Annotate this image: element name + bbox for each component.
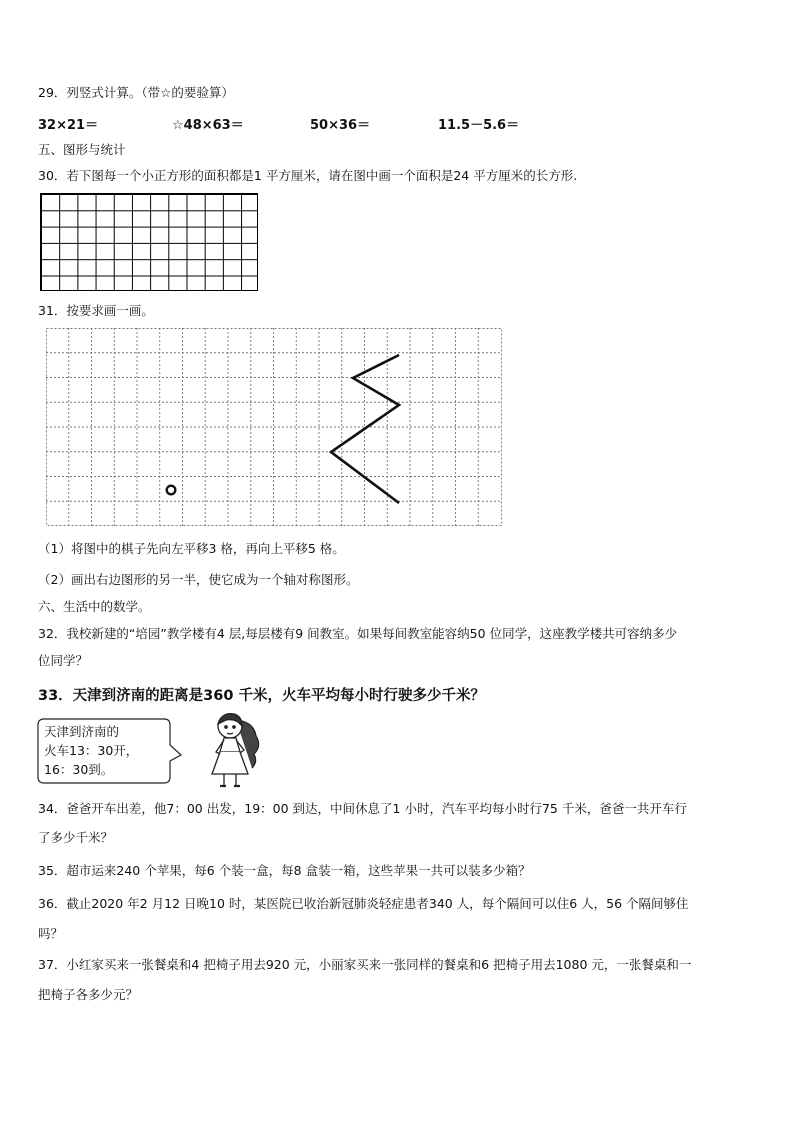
q31-grid xyxy=(46,328,502,526)
section-6-heading: 六、生活中的数学。 xyxy=(38,599,151,614)
q30-grid xyxy=(40,193,258,291)
calc-4: 11.5－5.6＝ xyxy=(438,118,520,133)
q35-text: 35．超市运来240 个苹果，每6 个装一盒，每8 盒装一箱，这些苹果一共可以装多少箱？ xyxy=(38,863,531,878)
q33-title: 33．天津到济南的距离是360 千米，火车平均每小时行驶多少千米？ xyxy=(38,688,485,704)
calc-2: ☆48×63＝ xyxy=(172,118,244,133)
chess-piece-icon xyxy=(167,486,176,495)
calc-3: 50×36＝ xyxy=(310,118,371,133)
q37-line2: 把椅子各多少元？ xyxy=(38,987,139,1002)
half-figure-zigzag xyxy=(331,355,399,503)
q31-title: 31．按要求画一画。 xyxy=(38,303,154,318)
q30-text: 30．若下图每一个小正方形的面积都是1 平方厘米，请在图中画一个面积是24 平方厘米的长方形. xyxy=(38,168,578,183)
girl-illustration-icon xyxy=(196,706,268,792)
calc-1: 32×21＝ xyxy=(38,118,99,133)
q31-sub1: （1）将图中的棋子先向左平移3 格，再向上平移5 格。 xyxy=(38,541,345,556)
q36-line2: 吗？ xyxy=(38,926,64,941)
q32-line2: 位同学？ xyxy=(38,653,89,668)
q34-line2: 了多少千米？ xyxy=(38,830,114,845)
q37-line1: 37．小红家买来一张餐桌和4 把椅子用去920 元，小丽家买来一张同样的餐桌和6 把椅子用去1080 元，一张餐桌和一 xyxy=(38,957,692,972)
bubble-text: 天津到济南的 火车13：30开， 16：30到。 xyxy=(44,724,139,777)
q29-title: 29．列竖式计算。（带☆的要验算） xyxy=(38,85,234,100)
q32-line1: 32．我校新建的“培园”教学楼有4 层,每层楼有9 间教室。如果每间教室能容纳50 位同学，这座教学楼共可容纳多少 xyxy=(38,626,678,641)
q31-sub2: （2）画出右边图形的另一半，使它成为一个轴对称图形。 xyxy=(38,572,359,587)
section-5-heading: 五、图形与统计 xyxy=(38,142,126,157)
q36-line1: 36．截止2020 年2 月12 日晚10 时，某医院已收治新冠肺炎轻症患者340 人，每个隔间可以住6 人，56 个隔间够住 xyxy=(38,896,689,911)
q34-line1: 34．爸爸开车出差，他7：00 出发，19：00 到达，中间休息了1 小时，汽车平均每小时行75 千米，爸爸一共开车行 xyxy=(38,801,687,816)
